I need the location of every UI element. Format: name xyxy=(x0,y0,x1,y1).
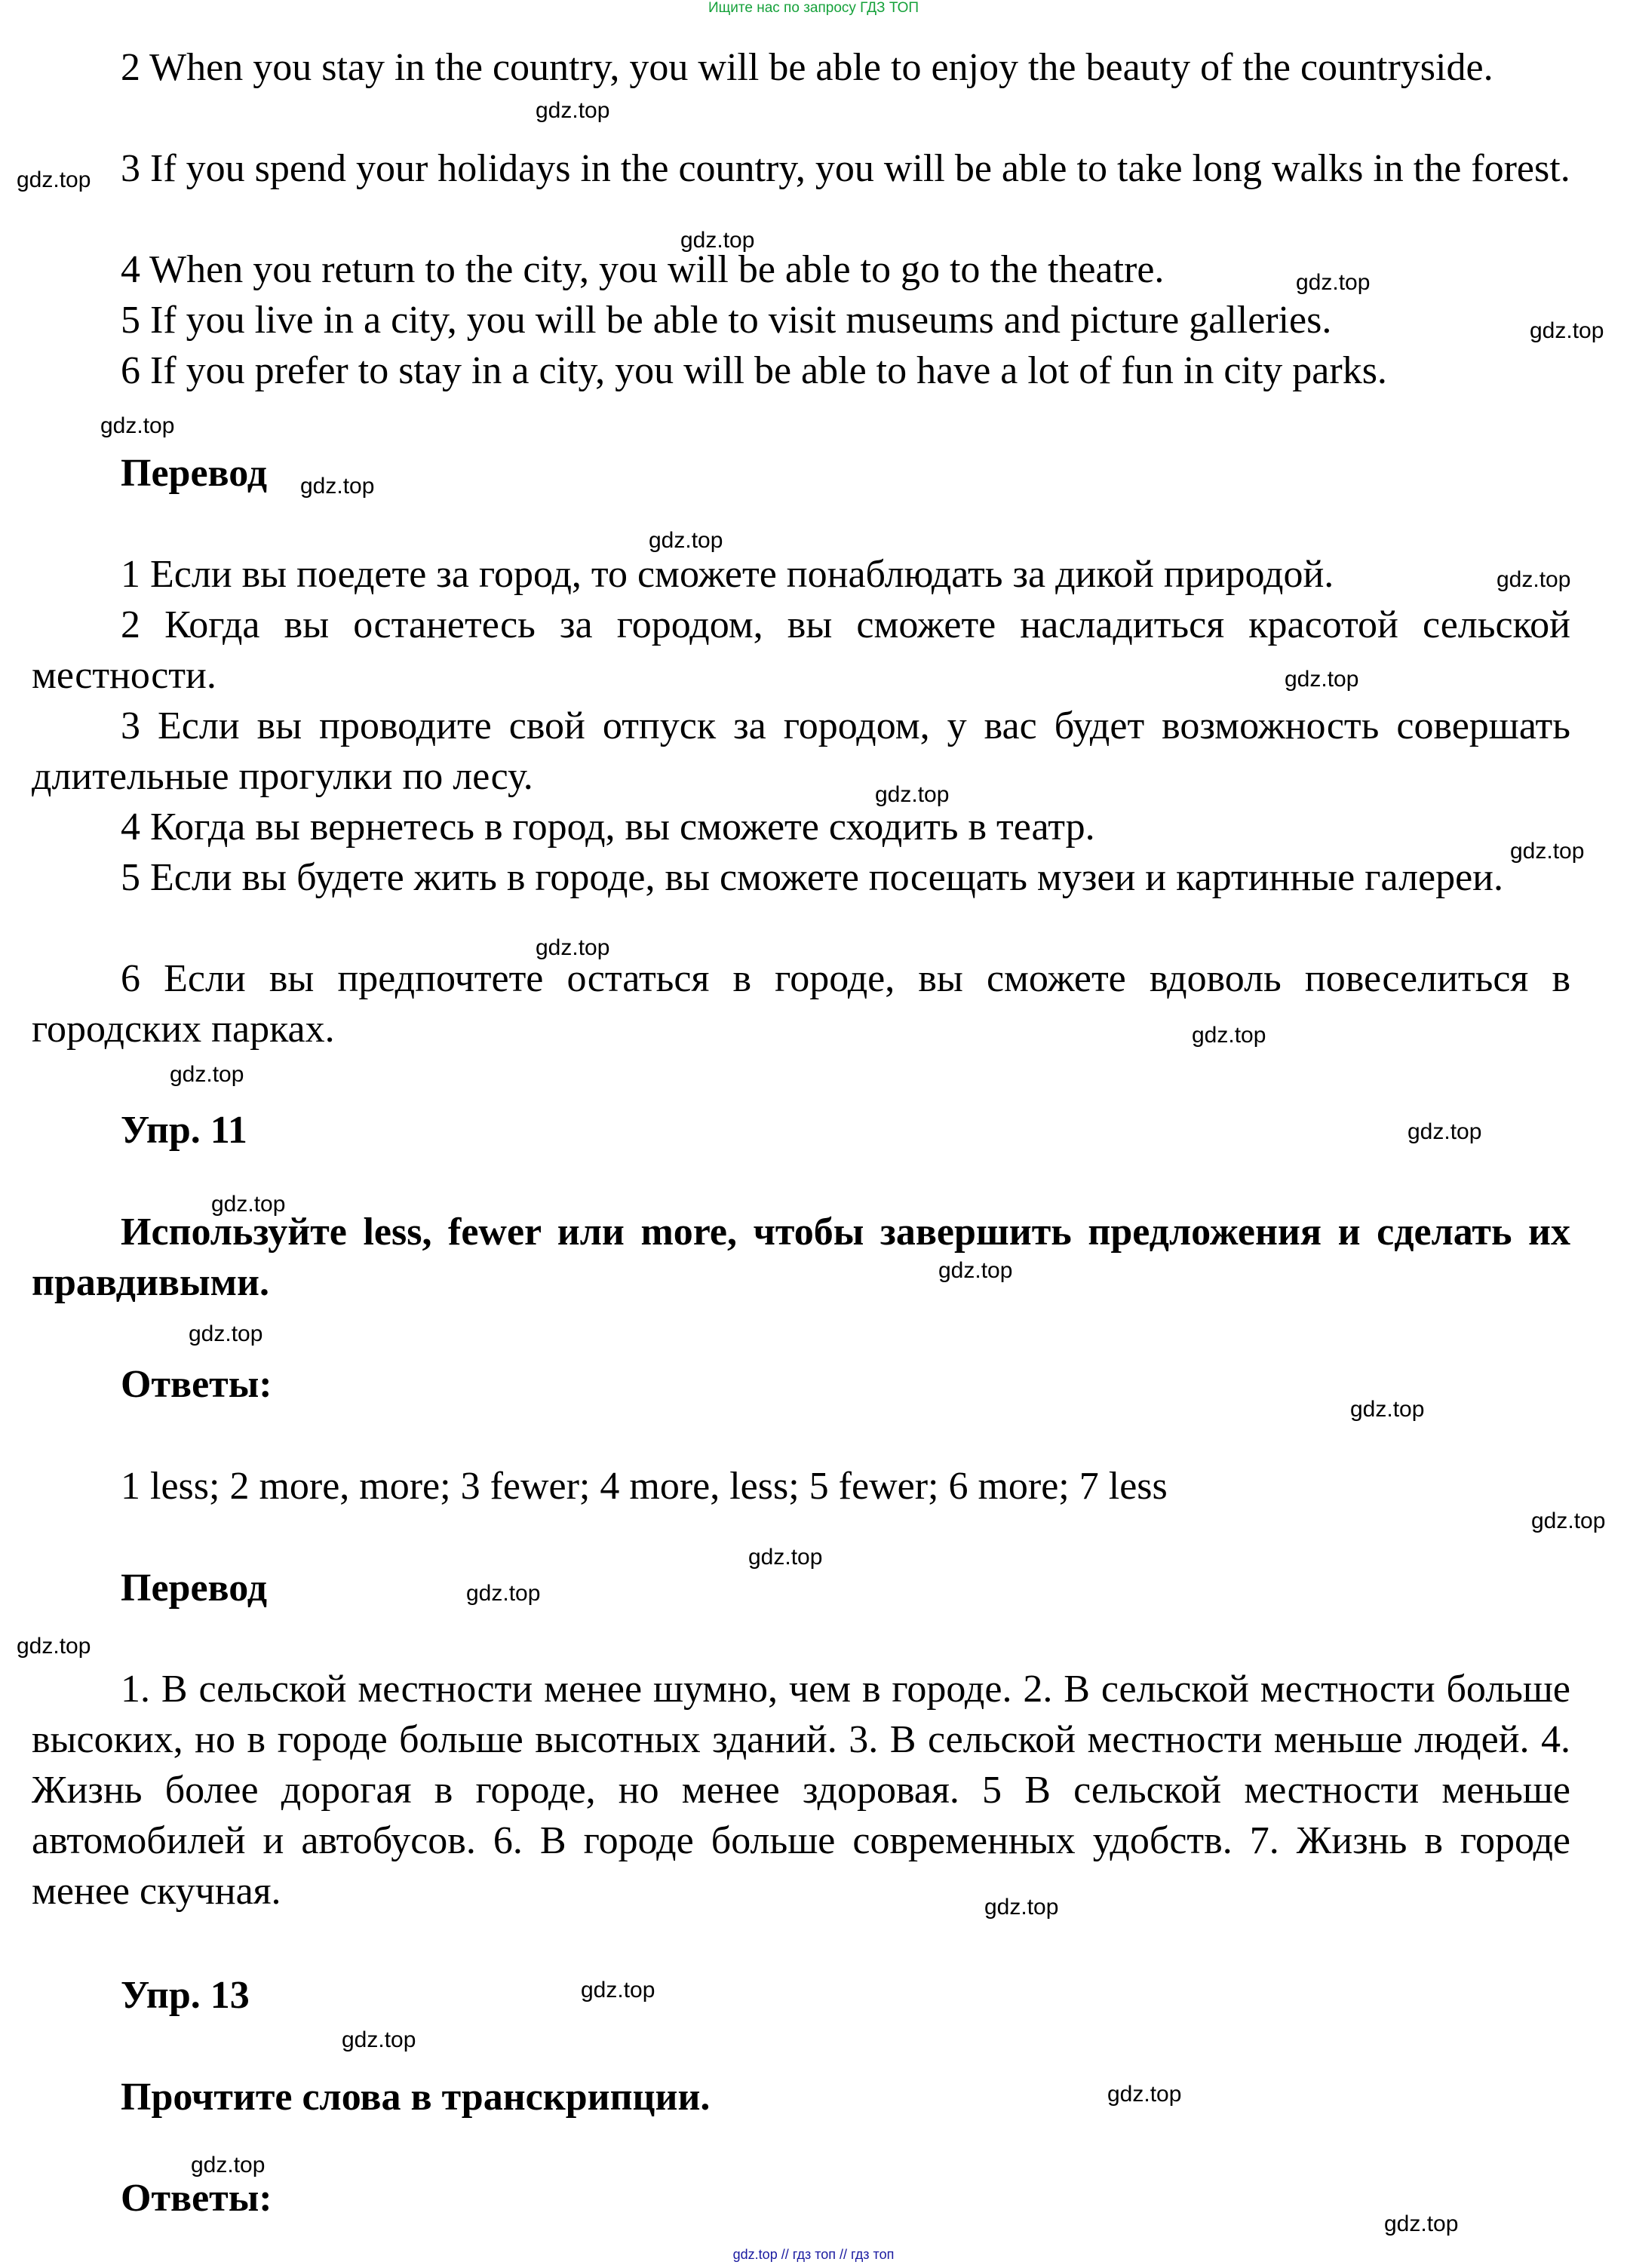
exercise-11-translation: 1. В сельской местности менее шумно, чем в городе. 2. В сельской местности больше высоких, но в городе больше высотных зданий. 3. В сельской местности меньше людей. 4. Жизнь более дорогая в городе, но менее здоровая. 5 В сельской местности меньше автомобилей и автобусов. 6. В городе больше современных удобств. 7. Жизнь в городе менее скучная. xyxy=(32,1668,1570,1913)
watermark: gdz.top xyxy=(1408,1119,1482,1144)
watermark: gdz.top xyxy=(938,1258,1013,1283)
watermark: gdz.top xyxy=(170,1062,244,1087)
translation-heading-1: Перевод xyxy=(121,452,268,495)
watermark: gdz.top xyxy=(748,1545,823,1570)
watermark: gdz.top xyxy=(875,782,950,807)
watermark: gdz.top xyxy=(680,228,755,253)
russian-item-1: 1 Если вы поедете за город, то сможете понаблюдать за дикой природой. xyxy=(121,553,1334,596)
watermark: gdz.top xyxy=(1384,2211,1459,2236)
watermark: gdz.top xyxy=(466,1581,541,1606)
watermark: gdz.top xyxy=(649,528,723,553)
russian-item-2: 2 Когда вы останетесь за городом, вы сможете насладиться красотой сельской местности. xyxy=(32,603,1570,697)
watermark: gdz.top xyxy=(1107,2082,1182,2107)
watermark: gdz.top xyxy=(1531,1508,1606,1533)
watermark: gdz.top xyxy=(984,1895,1059,1920)
exercise-11-task: Используйте less, fewer или more, чтобы завершить предложения и сделать их правдивыми. xyxy=(32,1211,1570,1304)
exercise-11-translation-heading: Перевод xyxy=(121,1567,268,1610)
watermark: gdz.top xyxy=(1497,567,1571,592)
watermark: gdz.top xyxy=(536,98,610,123)
watermark: gdz.top xyxy=(300,474,375,499)
russian-item-6: 6 Если вы предпочтете остаться в городе, вы сможете вдоволь повеселиться в городских парках. xyxy=(32,957,1570,1051)
watermark: gdz.top xyxy=(17,1634,91,1659)
english-item-2: 2 When you stay in the country, you will be able to enjoy the beauty of the countryside. xyxy=(121,46,1493,89)
watermark: gdz.top xyxy=(100,413,175,438)
watermark: gdz.top xyxy=(342,2027,416,2052)
russian-item-3: 3 Если вы проводите свой отпуск за городом, у вас будет возможность совершать длительные прогулки по лесу. xyxy=(32,704,1570,798)
english-item-4: 4 When you return to the city, you will be able to go to the theatre. xyxy=(121,248,1165,291)
watermark: gdz.top xyxy=(1285,667,1359,692)
russian-item-4: 4 Когда вы вернетесь в город, вы сможете сходить в театр. xyxy=(121,806,1095,849)
watermark: gdz.top xyxy=(17,167,91,192)
watermark: gdz.top xyxy=(536,935,610,960)
watermark: gdz.top xyxy=(191,2153,266,2177)
watermark: gdz.top xyxy=(581,1978,655,2003)
watermark: gdz.top xyxy=(1510,839,1585,864)
watermark: gdz.top xyxy=(1192,1023,1266,1048)
exercise-11-answers-heading: Ответы: xyxy=(121,1363,272,1406)
watermark: gdz.top xyxy=(1530,318,1604,343)
russian-item-5: 5 Если вы будете жить в городе, вы сможете посещать музеи и картинные галереи. xyxy=(121,856,1503,899)
exercise-13-title: Упр. 13 xyxy=(121,1974,250,2017)
bottom-banner-text[interactable]: gdz.top // гдз топ // гдз топ xyxy=(732,2247,895,2262)
exercise-11-title: Упр. 11 xyxy=(121,1109,247,1152)
watermark: gdz.top xyxy=(189,1321,263,1346)
english-item-6: 6 If you prefer to stay in a city, you will be able to have a lot of fun in city parks. xyxy=(121,349,1387,392)
top-banner-text[interactable]: Ищите нас по запросу ГДЗ ТОП xyxy=(708,0,919,16)
exercise-13-task: Прочтите слова в транскрипции. xyxy=(121,2076,711,2119)
exercise-13-answers-heading: Ответы: xyxy=(121,2177,272,2220)
watermark: gdz.top xyxy=(1296,270,1371,295)
watermark: gdz.top xyxy=(211,1192,286,1217)
watermark: gdz.top xyxy=(1350,1397,1425,1422)
english-item-5: 5 If you live in a city, you will be able to visit museums and picture galleries. xyxy=(121,299,1332,342)
exercise-11-answers: 1 less; 2 more, more; 3 fewer; 4 more, less; 5 fewer; 6 more; 7 less xyxy=(121,1465,1168,1508)
english-item-3: 3 If you spend your holidays in the country, you will be able to take long walks in the forest. xyxy=(121,147,1570,190)
